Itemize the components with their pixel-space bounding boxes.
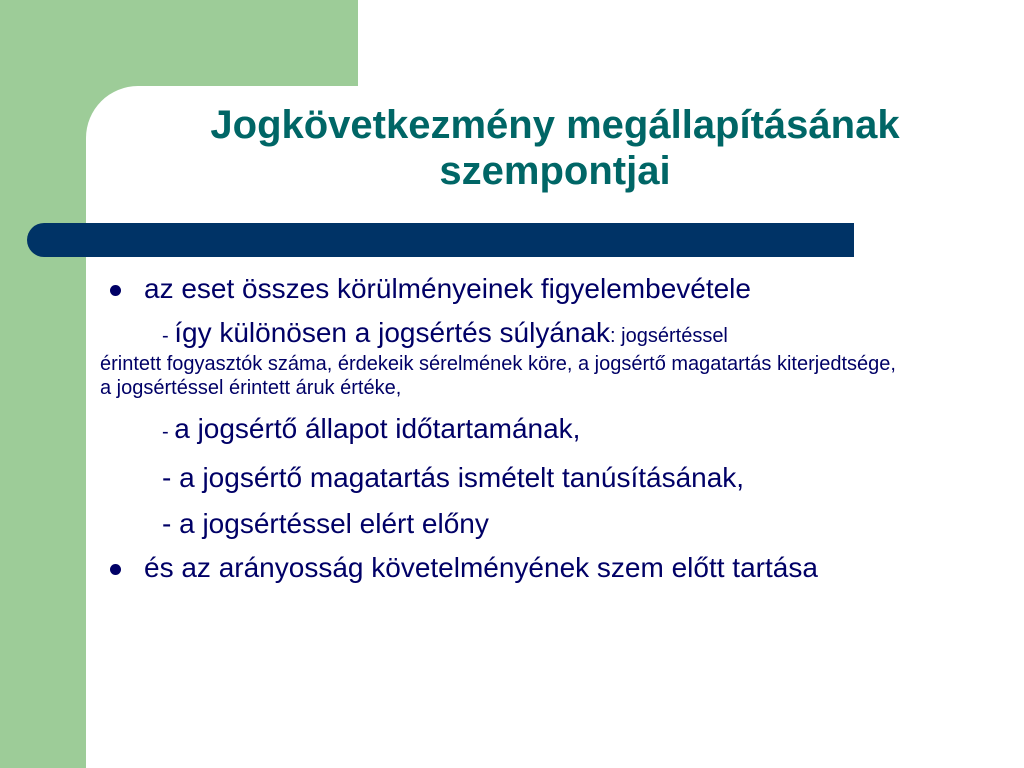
sub-item-detail: érintett fogyasztók száma, érdekeik sérelmének köre, a jogsértő magatartás kiterjedtsége, a jogsértéssel érintett áruk értéke, [100, 353, 896, 399]
bullet-dot-icon [110, 564, 121, 575]
bullet-text: és az arányosság követelményének szem előtt tartása [144, 552, 818, 583]
sub-item [100, 507, 1000, 541]
slide-content [100, 268, 1000, 585]
sub-item-severity [100, 316, 900, 400]
title-divider-bar [27, 223, 854, 257]
bullet-item [100, 272, 1000, 306]
bullet-text: az eset összes körülményeinek figyelembevétele [144, 273, 751, 304]
sub-item-text: a jogsértő magatartás ismételt tanúsításának, [179, 462, 745, 493]
sub-item-lead [100, 317, 728, 348]
bullet-item [100, 551, 884, 585]
title-line-1: Jogkövetkezmény megállapításának [210, 103, 900, 147]
sub-item-dash: - [162, 325, 175, 347]
sub-item-dash: - [162, 508, 180, 539]
sub-item-text: a jogsértéssel elért előny [179, 508, 489, 539]
sub-item-dash: - [162, 421, 175, 443]
title-line-2: szempontjai [439, 149, 671, 193]
sub-item [100, 412, 1000, 449]
sub-item-dash: - [162, 462, 180, 493]
sub-item-lead-text: így különösen a jogsértés súlyának [174, 317, 611, 348]
sub-item [100, 461, 1000, 495]
bullet-dot-icon [110, 285, 121, 296]
sub-item-text: a jogsértő állapot időtartamának, [174, 413, 581, 444]
sub-item-lead-tail: : jogsértéssel [610, 325, 728, 347]
slide-title [86, 102, 1024, 194]
